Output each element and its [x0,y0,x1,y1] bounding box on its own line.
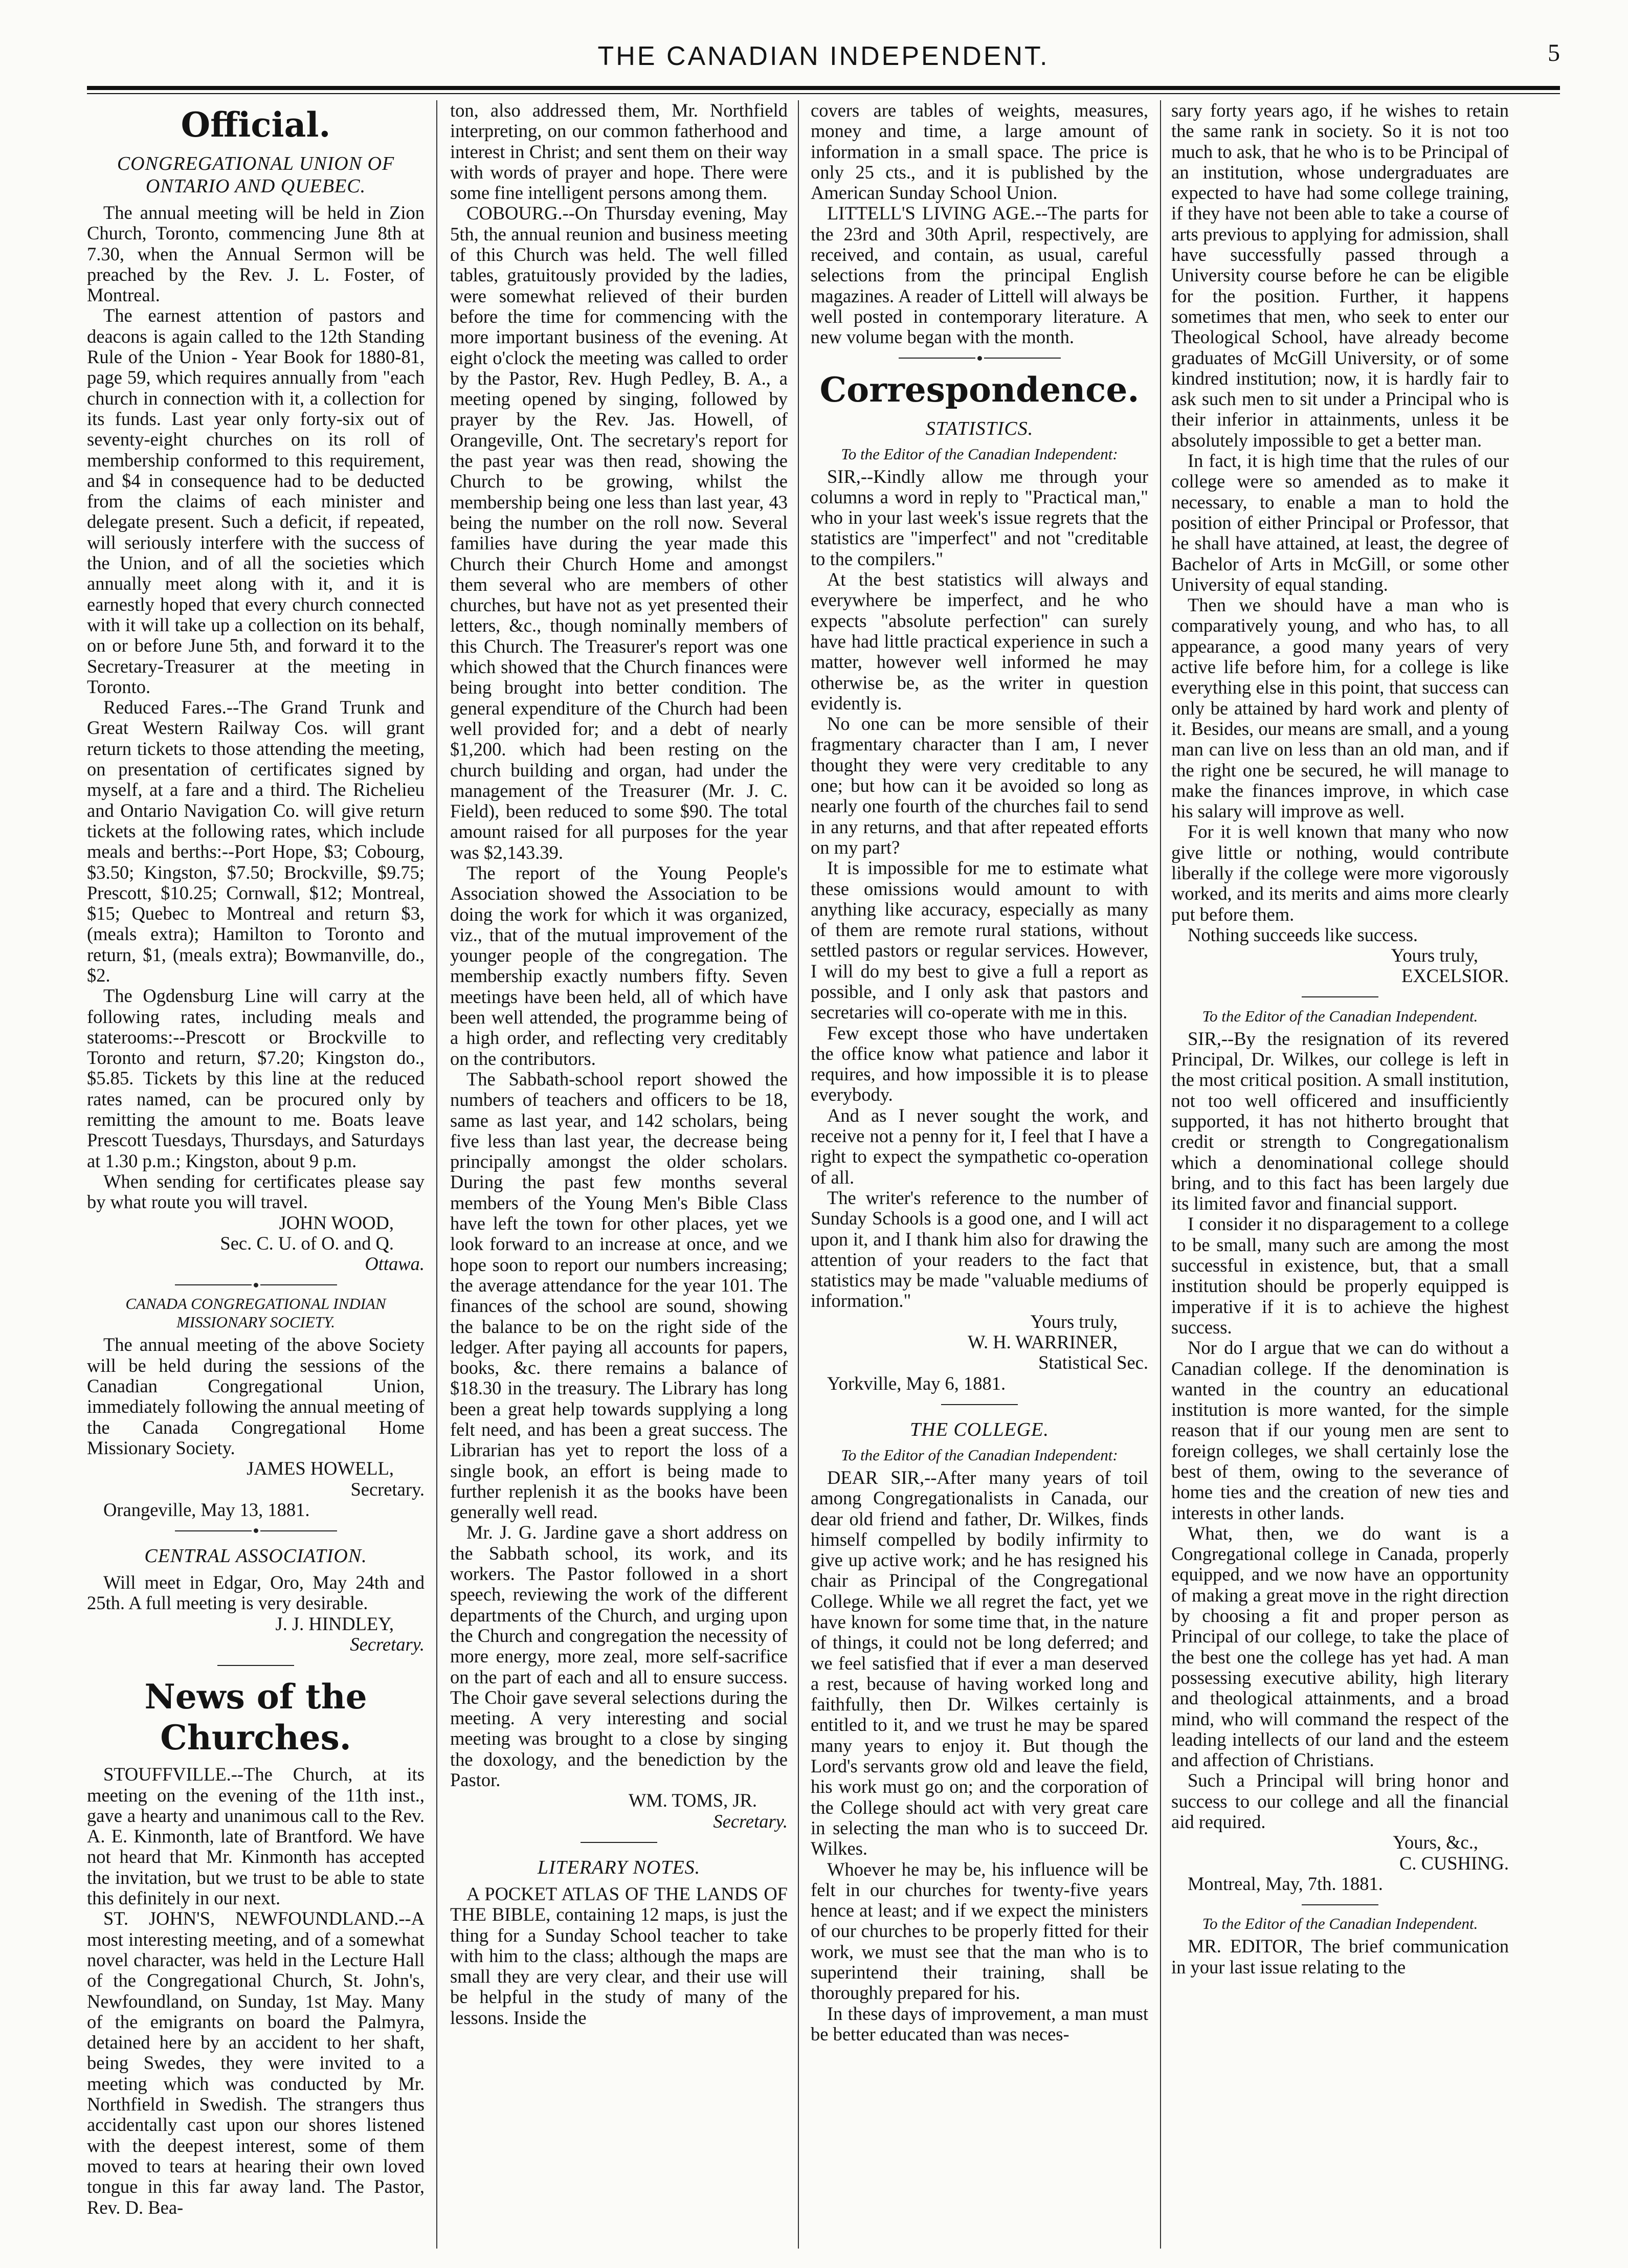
paragraph: I consider it no disparagement to a college to be small, many such are among the most successful in existence, but, that a small institution should be properly equipped is imperative if it is to achieve the highest success. [1171,1213,1509,1338]
letter-closing: Yours, &c., [1393,1832,1478,1853]
newspaper-title: THE CANADIAN INDEPENDENT. [597,41,1050,71]
paragraph: LITTELL'S LIVING AGE.--The parts for the 23rd and 30th April, respectively, are received, and contain, as usual, careful selections from the principal English magazines. A reader of Littell will always be well posted in contemporary literature. A new volume began with the month. [811,203,1148,348]
association-notice-title: CENTRAL ASSOCIATION. [144,1545,367,1567]
header-rule-thick [87,86,1560,90]
signature: JAMES HOWELL, [247,1458,394,1479]
paragraph: The Sabbath-school report showed the numbers of teachers and officers to be 18, same as last year, and 142 scholars, being five less than last year, the decrease being principally amongst the older scholars. During the past few months several members of the Young Men's Bible Class have left the town for other places, yet we look forward to an increase at once, and we hope soon to report our numbers increasing; the average attendance for the year 101. The finances of the school are sound, showing the balance to be on the right side of the ledger. After paying all accounts for papers, books, &c. there remains a balance of $18.30 in the treasury. The Library has long been a great help towards supplying a long felt need, and has been a great success. The Librarian has yet to report the loss of a single book, an effort is being made to further replenish it as the books have been generally well read. [450,1068,788,1523]
separator [87,1274,425,1292]
paragraph: Nor do I argue that we can do without a Canadian college. If the denomination is wanted in the country an educational institution is more wanted, for the simple reason that if our young men are sent to foreign colleges, we shall certainly lose the best of them, owing to the severance of home ties and the creation of new ties and interests in other lands. [1171,1337,1509,1523]
news-heading: News of the Churches. [144,1677,367,1758]
column-divider [798,100,799,2249]
dateline: Montreal, May, 7th. 1881. [1188,1873,1383,1894]
paragraph: Reduced Fares.--The Grand Trunk and Great Western Railway Cos. will grant return tickets to those attending the meeting, on presentation of certificates signed by myself, at a fare and a third. The Richelieu and Ontario Navigation Co. will give return tickets at the following rates, which include meals and berths:--Port Hope, $3; Cobourg, $3.50; Kingston, $7.50; Brockville, $9.75; Prescott, $10.25; Cornwall, $12; Montreal, $15; Quebec to Montreal and return $3, (meals extra); Hamilton to Toronto and return, $1, (meals extra); Bowmanville, do., $2. [87,697,425,986]
column-4 [1171,100,1509,2249]
signature-title: Secretary. [713,1810,788,1832]
column-1 [87,100,425,2249]
paragraph: In these days of improvement, a man must be better educated than was neces- [811,2003,1148,2044]
header-rule-thin [87,93,1560,94]
letter-salutation: To the Editor of the Canadian Independent. [1202,1915,1478,1933]
letter-salutation: To the Editor of the Canadian Independent. [1202,1007,1478,1025]
correspondence-heading: Correspondence. [819,369,1140,410]
paragraph: For it is well known that many who now give little or nothing, would contribute liberally if the college were more vigorously worked, and its merits and aims more clearly put before them. [1171,821,1509,925]
letter-closing: Yours truly, [1391,945,1478,966]
letter-closing: Yours truly, [1030,1310,1118,1332]
paragraph: The annual meeting will be held in Zion Church, Toronto, commencing June 8th at 7.30, when the Annual Sermon will be preached by the Rev. J. L. Foster, of Montreal. [87,202,425,306]
paragraph: At the best statistics will always and everywhere be imperfect, and he who expects "absolute perfection" can surely have had little practical experience in such a matter, however well informed he may otherwise be, as the writer in question evidently is. [811,569,1148,714]
paragraph: When sending for certificates please say by what route you will travel. [87,1170,425,1213]
literary-notes-title: LITERARY NOTES. [537,1856,701,1878]
official-heading: Official. [181,105,331,145]
signature-title: Sec. C. U. of O. and Q. [220,1232,394,1254]
page-number: 5 [1548,39,1560,66]
paragraph: SIR,--Kindly allow me through your columns a word in reply to "Practical man," who in your last week's issue regrets that the statistics are "imperfect" and not "creditable to the compilers." [811,465,1148,569]
signature: EXCELSIOR. [1401,965,1509,987]
paragraph: In fact, it is high time that the rules of our college were so amended as to make it necessary, to enable a man to hold the position of either Principal or Professor, that he shall have attained, at least, the degree of Bachelor of Arts in McGill, or some other University of equal standing. [1171,450,1509,595]
signature: C. CUSHING. [1399,1852,1509,1874]
paragraph: The Ogdensburg Line will carry at the following rates, including meals and staterooms:--Prescott or Brockville to Toronto and return, $7.20; Kingston do., $5.85. Tickets by this line at the reduced rates named, can be procured only by remitting the amount to me. Boats leave Prescott Tuesdays, Thursdays, and Saturdays at 1.30 p.m.; Kingston, about 9 p.m. [87,985,425,1171]
paragraph: Whoever he may be, his influence will be felt in our churches for twenty-five years hence at least; and if we expect the ministers of our churches to be properly fitted for their work, we must see that the man who is to superintend their training, shall be thoroughly prepared for his. [811,1858,1148,2004]
dateline: Orangeville, May 13, 1881. [103,1499,310,1520]
signature: W. H. WARRINER, [967,1331,1118,1353]
paragraph: MR. EDITOR, The brief communication in your last issue relating to the [1171,1936,1509,1977]
paragraph: The writer's reference to the number of Sunday Schools is a good one, and I will act upon it, and I thank him also for drawing the attention of your readers to the fact that statistics may be made "valuable mediums of information." [811,1187,1148,1311]
masthead [87,31,1560,82]
signature: JOHN WOOD, [279,1212,394,1233]
paragraph: Will meet in Edgar, Oro, May 24th and 25th. A full meeting is very desirable. [87,1572,425,1614]
separator [87,1655,425,1672]
signature: J. J. HINDLEY, [275,1613,394,1634]
signature-title: Statistical Sec. [1038,1352,1148,1373]
signature-title: Secretary. [350,1478,425,1500]
paragraph: ST. JOHN'S, NEWFOUNDLAND.--A most interesting meeting, and of a somewhat novel character, was held in the Lecture Hall of the Congregational Church, St. John's, Newfoundland, on Sunday, 1st May. Many of the emigrants on board the Palmyra, detained here by an accident to her shaft, being Swedes, they were invited to a meeting which was conducted by Mr. Northfield in Swedish. The strangers thus accidentally cast upon our shores listened with the deepest interest, some of them moved to tears at hearing their own loved tongue in this far away land. The Pastor, Rev. D. Bea- [87,1908,425,2218]
column-3 [811,100,1148,2249]
paragraph: STOUFFVILLE.--The Church, at its meeting on the evening of the 11th inst., gave a hearty and unanimous call to the Rev. A. E. Kinmonth, late of Brantford. We have not heard that Mr. Kinmonth has accepted the invitation, but we trust to be able to state this definitely in our next. [87,1764,425,1909]
signature: WM. TOMS, JR. [628,1790,757,1811]
paragraph: Then we should have a man who is comparatively young, and who has, to all appearance, a good many years of very active life before him, for a college is like everything else in this point, that success can only be attained by hard work and plenty of it. Besides, our means are small, and a young man can live on less than an old man, and if the right one be secured, he will manage to make the finances improve, in which case his salary will improve as well. [1171,594,1509,822]
paragraph: COBOURG.--On Thursday evening, May 5th, the annual reunion and business meeting of this Church was held. The well filled tables, gratuitously provided by the ladies, were somewhat relieved of their burden before the time for commencing with the more important business of the evening. At eight o'clock the meeting was called to order by the Pastor, Rev. Hugh Pedley, B. A., a meeting opened by singing, followed by prayer by the Rev. Jas. Howell, of Orangeville, Ont. The secretary's report for the past year was then read, showing the Church to be growing, whilst the membership being one less than last year, 43 being the number on the roll now. Several families have during the year made this Church their Church Home and amongst them several who are members of other churches, but have not as yet presented their letters, &c., though nominally members of this Church. The Treasurer's report was one which showed that the Church finances were being brought into better condition. The general expenditure of the Church had been well provided for; and a debt of nearly $1,200. which had been resting on the church building and organ, had under the management of the Treasurer (Mr. J. C. Field), been reduced to some $90. The total amount raised for all purposes for the year was $2,143.39. [450,203,788,863]
college-title: THE COLLEGE. [910,1418,1049,1440]
paragraph: Nothing succeeds like success. [1188,924,1418,945]
paragraph: A POCKET ATLAS OF THE LANDS OF THE BIBLE, containing 12 maps, is just the thing for a Sunday School teacher to take with him to the class; although the maps are small they are very clear, and their use will be helpful in the study of many of the lessons. Inside the [450,1883,788,2028]
separator [87,1520,425,1538]
paragraph: And as I never sought the work, and receive not a penny for it, I feel that I have a right to expect the sympathetic co-operation of all. [811,1104,1148,1188]
separator [1171,1894,1509,1911]
signature-title: Secretary. [350,1634,425,1655]
separator [450,1832,788,1849]
paragraph: Such a Principal will bring honor and success to our college and all the financial aid required. [1171,1770,1509,1833]
paragraph: No one can be more sensible of their fragmentary character than I am, I never thought they were very creditable to any one; but how can it be avoided so long as nearly one fourth of the churches fail to send in any returns, and that after repeated efforts on my part? [811,713,1148,858]
paragraph: Mr. J. G. Jardine gave a short address on the Sabbath school, its work, and its workers. The Pastor followed in a short speech, reviewing the work of the different departments of the Church, and urging upon the Church and congregation the necessity of more energy, more zeal, more self-sacrifice on the part of each and all to ensure success. The Choir gave several selections during the meeting. A very interesting and social meeting was brought to a close by singing the doxology, and the benediction by the Pastor. [450,1522,788,1791]
separator [811,348,1148,365]
letter-salutation: To the Editor of the Canadian Independent: [841,444,1118,463]
separator [1171,987,1509,1004]
column-divider [1160,100,1161,2249]
paragraph: What, then, we do want is a Congregational college in Canada, properly equipped, and we now have an opportunity of making a great move in the right direction by choosing a fit and proper person as Principal of our college, to take the place of the best one the college has yet had. A man possessing executive ability, high literary and theological attainments, and a broad mind, who will command the respect of the leading intellects of our land and the esteem and affection of Christians. [1171,1522,1509,1771]
statistics-title: STATISTICS. [925,417,1034,439]
column-divider [436,100,437,2249]
separator [811,1394,1148,1411]
paragraph: ton, also addressed them, Mr. Northfield interpreting, on our common fatherhood and interest in Christ; and sent them on their way with words of prayer and hope. There were some fine intelligent persons among them. [450,100,788,204]
paragraph: DEAR SIR,--After many years of toil among Congregationalists in Canada, our dear old friend and father, Dr. Wilkes, finds himself compelled by bodily infirmity to give up active work; and he has resigned his chair as Principal of the Congregational College. While we all regret the fact, yet we have known for some time that, in the nature of things, it could not be long deferred; and we feel satisfied that if ever a man deserved a rest, because of having worked long and faithfully, then Dr. Wilkes certainly is entitled to it, and we trust he may be spared many years to enjoy it. But though the Lord's servants grow old and leave the field, his work must go on; and the corporation of the College should act with very great care in selecting the man who is to succeed Dr. Wilkes. [811,1466,1148,1859]
paragraph: It is impossible for me to estimate what these omissions would amount to with anything like accuracy, especially as many of them are remote rural stations, without settled pastors or regular services. However, I will do my best to give a full a report as possible, and I only ask that pastors and secretaries will co-operate with me in this. [811,857,1148,1023]
letter-salutation: To the Editor of the Canadian Independent: [841,1446,1118,1464]
dateline: Yorkville, May 6, 1881. [827,1372,1006,1394]
paragraph: sary forty years ago, if he wishes to retain the same rank in society. So it is not too much to ask, that he who is to be Principal of an institution, whose undergraduates are expected to have had some college training, if they have not been able to take a course of arts previous to applying for admission, shall have successfully passed through a University course before he can be eligible for the position. Further, it happens sometimes that men, who seek to enter our Theological School, have already become graduates of McGill University, or of some kindred institution; now, it is hardly fair to ask such men to sit under a Principal who is their inferior in attainments, unless it be absolutely impossible to get a better man. [1171,100,1509,451]
missionary-notice-title: CANADA CONGREGATIONAL INDIAN MISSIONARY SOCIETY. [125,1295,386,1331]
paragraph: The report of the Young People's Association showed the Association to be doing the work for which it was organized, viz., that of the mutual improvement of the younger people of the congregation. The membership exactly numbers fifty. Seven meetings have been held, all of which have been well attended, the programme being of a high order, and reflecting very creditably on the contributors. [450,862,788,1069]
union-notice-title: CONGREGATIONAL UNION OF ONTARIO AND QUEBEC. [117,153,395,197]
paragraph: The annual meeting of the above Society will be held during the sessions of the Canadian Congregational Union, immediately following the annual meeting of the Canada Congregational Home Missionary Society. [87,1334,425,1458]
paragraph: The earnest attention of pastors and deacons is again called to the 12th Standing Rule of the Union - Year Book for 1880-81, page 59, which requires annually from "each church in connection with it, a collection for its funds. Last year only forty-six out of seventy-eight churches on its roll of membership conformed to this requirement, and $4 in consequence had to be deducted from the claims of each minister and delegate present. Such a deficit, if repeated, will seriously interfere with the success of the Union, and of all the societies which annually meet along with it, and it is earnestly hoped that every church connected with it will take up a collection on its behalf, on or before June 5th, and forward it to the Secretary-Treasurer at the meeting in Toronto. [87,305,425,697]
paragraph: Few except those who have undertaken the office know what patience and labor it requires, and how impossible it is to please everybody. [811,1022,1148,1105]
paragraph: SIR,--By the resignation of its revered Principal, Dr. Wilkes, our college is left in the most critical position. A small institution, not too well officered and insufficiently supported, it has not hitherto brought that credit or strength to Congregationalism which a denominational college should bring, and to this fact has been largely due its limited favor and financial support. [1171,1028,1509,1214]
column-2 [450,100,788,2249]
signature-place: Ottawa. [365,1253,425,1275]
paragraph: covers are tables of weights, measures, money and time, a large amount of information in a small space. The price is only 25 cts., and it is published by the American Sunday School Union. [811,100,1148,204]
